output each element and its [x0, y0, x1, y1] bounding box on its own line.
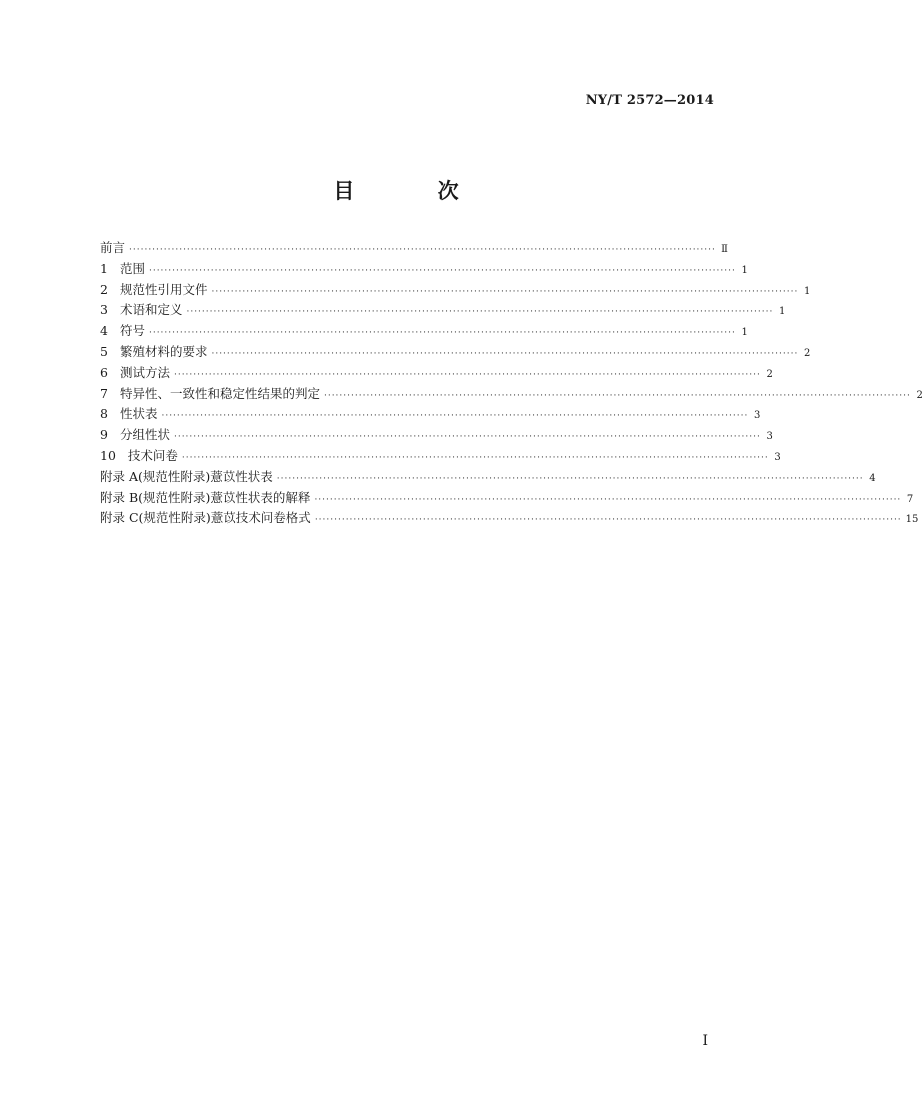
- toc-entry-subtitle: 薏苡性状表的解释: [210, 489, 311, 505]
- toc-entry-annex-b[interactable]: [100, 488, 914, 509]
- toc-entry-normative-references[interactable]: [100, 280, 811, 301]
- toc-entry-label: 附录 A(规范性附录): [100, 468, 211, 484]
- toc-entry-subtitle: 薏苡技术问卷格式: [210, 510, 311, 526]
- toc-page-number: 3: [774, 451, 781, 463]
- dot-leader: ························································································································································: [148, 265, 736, 276]
- page-title: 目 次: [333, 178, 497, 203]
- toc-entry-label: 符号: [119, 323, 145, 339]
- toc-entry-label: 规范性引用文件: [119, 281, 208, 297]
- toc-entry-grouping-characteristics[interactable]: [100, 425, 773, 446]
- dot-leader: ························································································································································: [276, 473, 864, 484]
- toc-entry-test-methods[interactable]: [100, 363, 773, 384]
- toc-page-number: 1: [741, 327, 748, 339]
- toc-entry-label: 附录 C(规范性附录): [100, 510, 211, 526]
- toc-entry-dus-assessment[interactable]: [100, 384, 923, 405]
- toc-entry-terms-definitions[interactable]: [100, 300, 786, 321]
- dot-leader: ························································································································································: [173, 369, 761, 380]
- dot-leader: ························································································································································: [129, 245, 716, 255]
- toc-entry-label: 分组性状: [119, 427, 170, 443]
- toc-entry-number: 2: [100, 281, 108, 297]
- toc-page-number: 2: [916, 389, 923, 401]
- page-number: Ⅰ: [702, 1033, 708, 1049]
- toc-entry-label: 附录 B(规范性附录): [100, 489, 211, 505]
- toc-page-number: 4: [869, 472, 876, 484]
- toc-page-number: 1: [741, 264, 748, 276]
- toc-page-number: 2: [803, 347, 811, 359]
- toc-page-number: 3: [753, 410, 761, 422]
- toc-page-number: 3: [766, 431, 773, 443]
- table-of-contents: [100, 238, 923, 529]
- dot-leader: ························································································································································: [314, 515, 902, 526]
- dot-leader: ························································································································································: [173, 432, 761, 443]
- toc-entry-label: 范围: [119, 260, 145, 276]
- document-code: NY/T 2572—2014: [585, 93, 714, 108]
- toc-entry-characteristics-table[interactable]: [100, 404, 761, 425]
- toc-entry-symbols[interactable]: [100, 321, 748, 342]
- toc-entry-label: 测试方法: [119, 364, 170, 380]
- toc-page-number: 1: [778, 306, 786, 318]
- toc-entry-number: 4: [100, 323, 108, 339]
- toc-entry-technical-questionnaire[interactable]: [100, 446, 781, 467]
- toc-entry-label: 技术问卷: [127, 447, 178, 463]
- toc-entry-label: 性状表: [119, 406, 158, 422]
- toc-entry-label: 特异性、一致性和稳定性结果的判定: [119, 385, 320, 401]
- toc-entry-annex-c[interactable]: [100, 508, 919, 529]
- toc-page-number: 2: [766, 368, 773, 380]
- toc-entry-label: 术语和定义: [119, 302, 183, 318]
- toc-entry-label: 繁殖材料的要求: [119, 343, 208, 359]
- toc-entry-number: 3: [100, 302, 108, 318]
- toc-entry-number: 7: [100, 385, 108, 401]
- dot-leader: ························································································································································: [211, 348, 799, 359]
- toc-entry-scope[interactable]: [100, 259, 748, 280]
- dot-leader: ························································································································································: [211, 286, 799, 297]
- toc-entry-number: 6: [100, 364, 108, 380]
- toc-page-number: Ⅱ: [721, 244, 728, 255]
- dot-leader: ························································································································································: [148, 328, 736, 339]
- toc-entry-label: 前言: [100, 240, 126, 255]
- toc-entry-number: 8: [100, 406, 108, 422]
- toc-entry-number: 1: [100, 260, 108, 276]
- dot-leader: ························································································································································: [186, 307, 774, 318]
- toc-entry-subtitle: 薏苡性状表: [210, 468, 273, 484]
- toc-entry-foreword[interactable]: [100, 238, 728, 259]
- toc-entry-number: 5: [100, 343, 108, 359]
- dot-leader: ························································································································································: [314, 494, 902, 505]
- dot-leader: ························································································································································: [181, 452, 769, 463]
- toc-page-number: 7: [906, 493, 914, 505]
- toc-page-number: 15: [905, 514, 919, 526]
- toc-entry-number: 10: [100, 447, 116, 463]
- dot-leader: ························································································································································: [323, 390, 911, 401]
- toc-entry-propagation-material[interactable]: [100, 342, 811, 363]
- toc-page-number: 1: [803, 285, 811, 297]
- toc-entry-number: 9: [100, 427, 108, 443]
- dot-leader: ························································································································································: [161, 411, 749, 422]
- toc-entry-annex-a[interactable]: [100, 467, 876, 488]
